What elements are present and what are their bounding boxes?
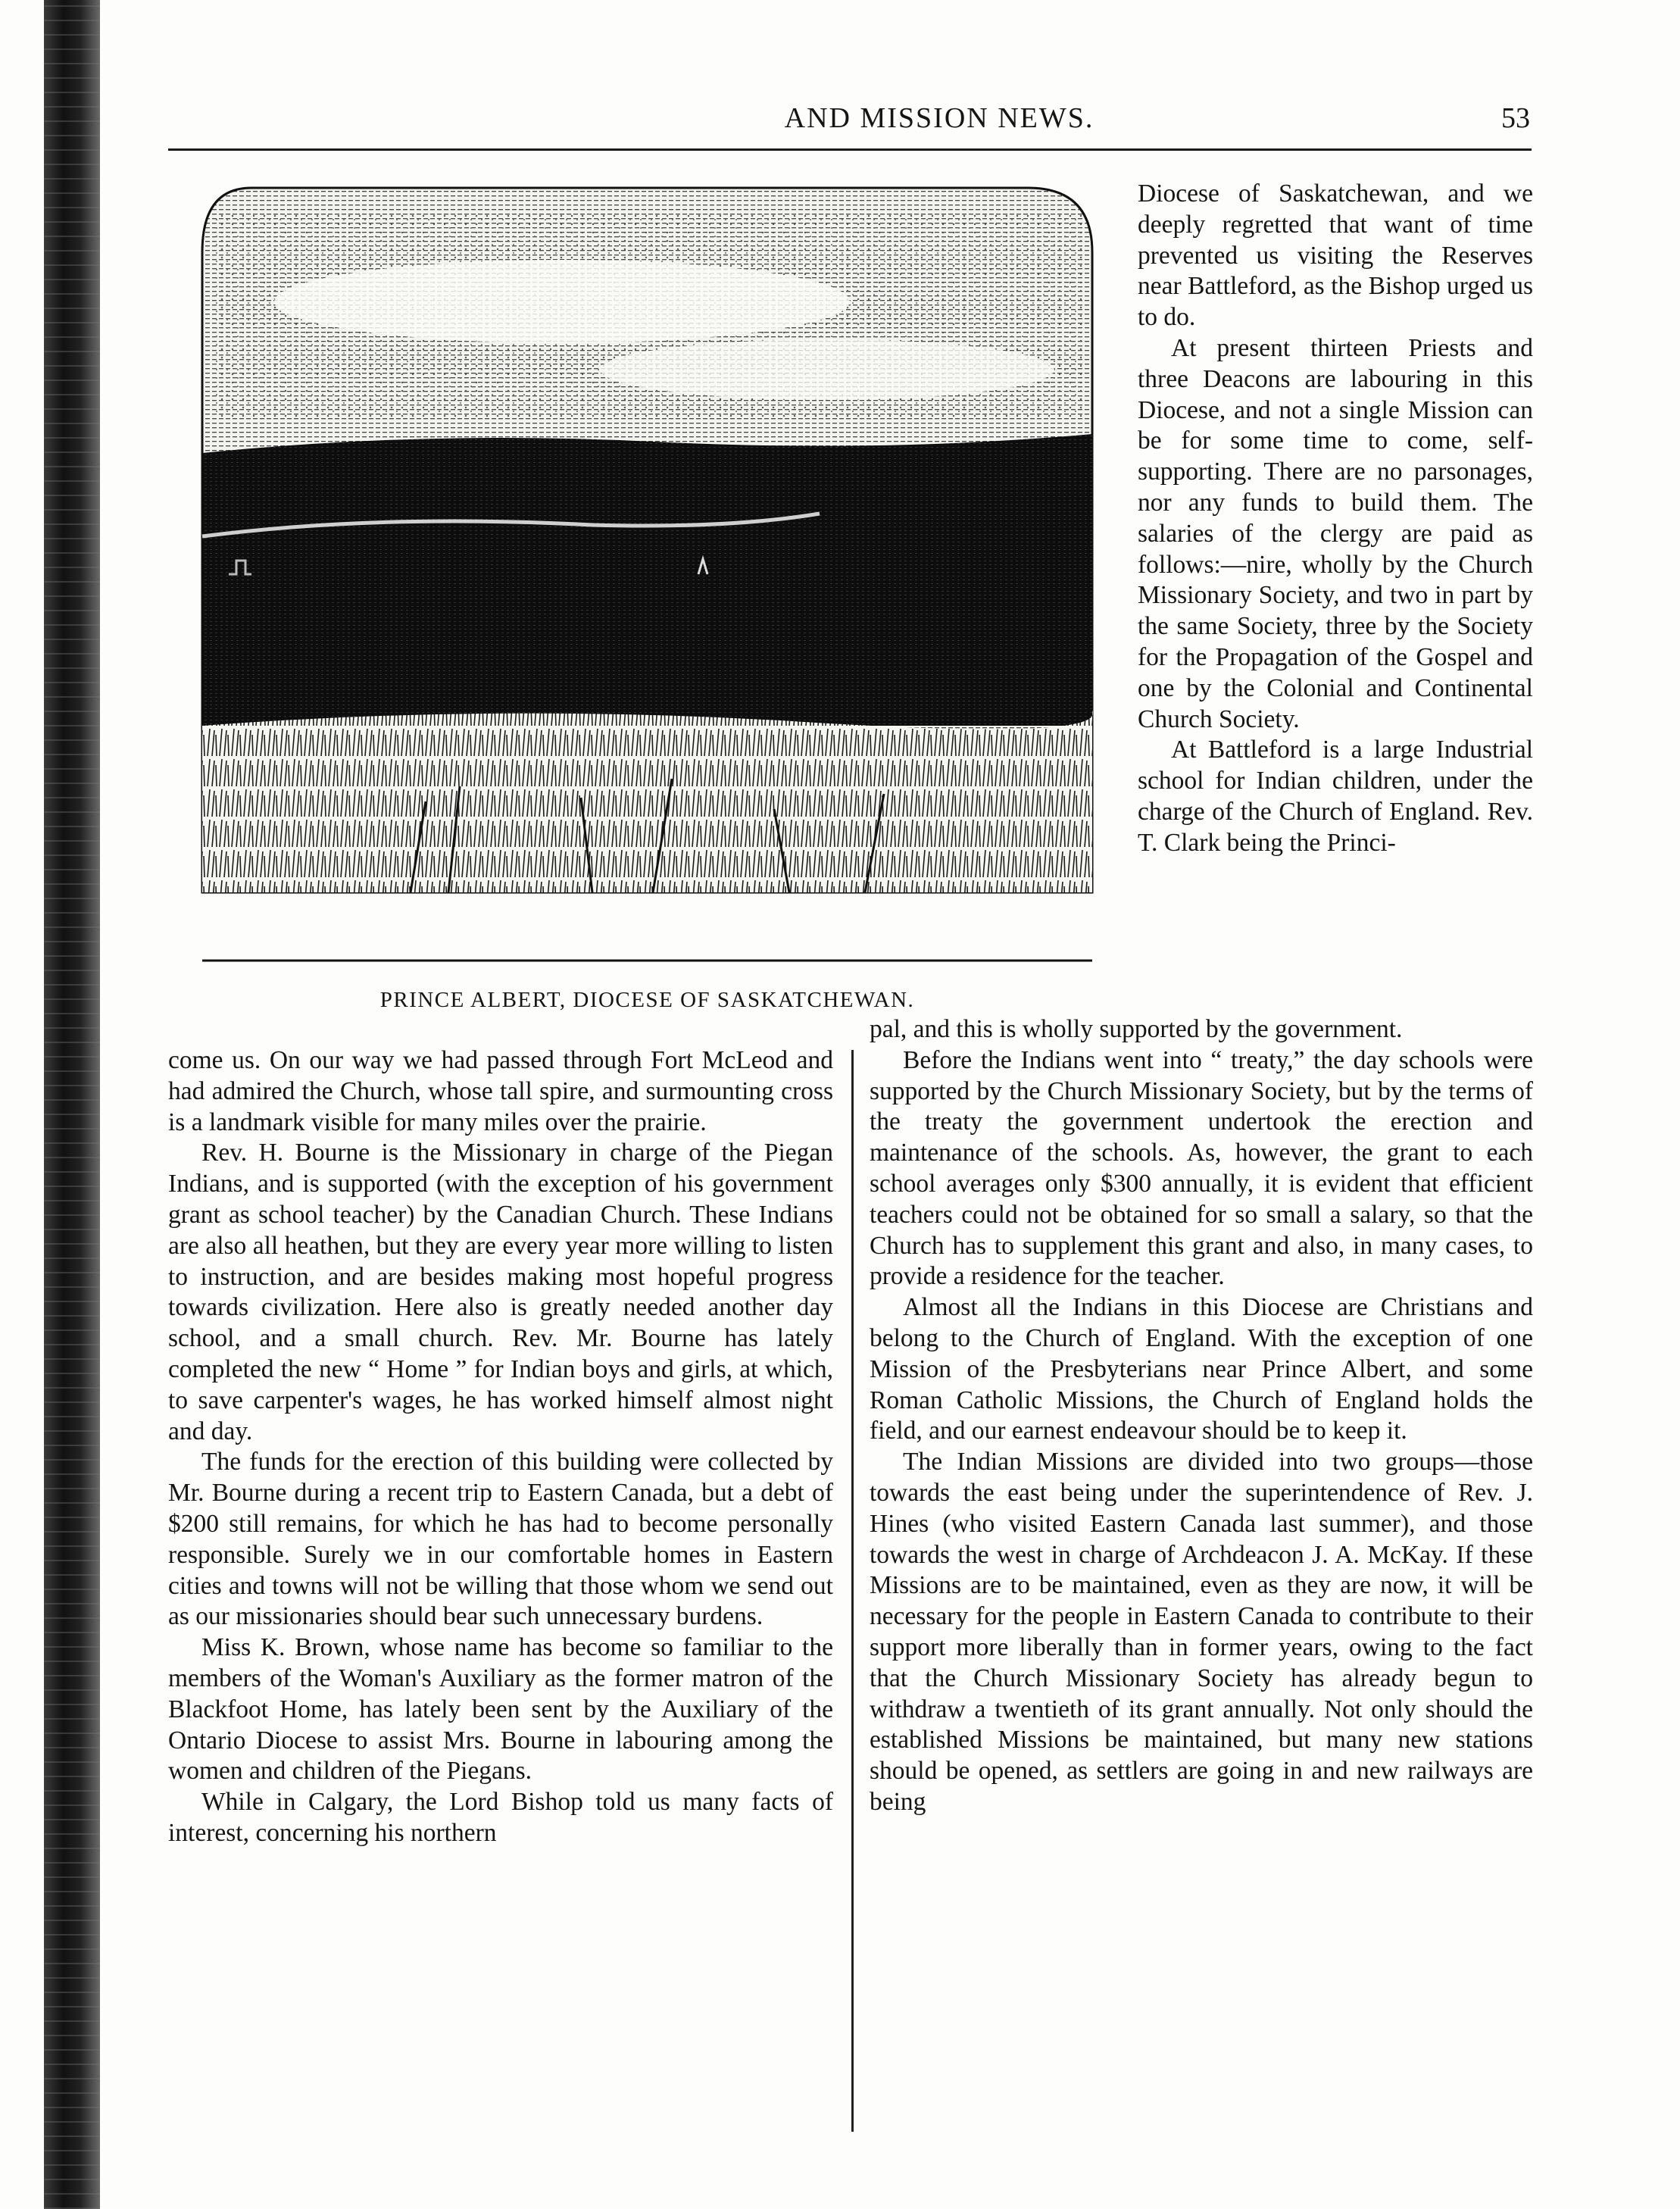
paragraph: While in Calgary, the Lord Bishop told us many facts of interest, concerning his northern (168, 1788, 833, 1847)
right-column-top (1138, 179, 1533, 859)
header-rule (168, 148, 1532, 151)
paragraph: At Battleford is a large Industrial school for Indian children, under the charge of the Church of England. Rev. T. Clark being the Princi- (1138, 736, 1533, 857)
paragraph: At present thirteen Priests and three Deacons are labouring in this Diocese, and not a single Mission can be for some time to come, self-supporting. There are no parsonages, nor any funds to build them. The salaries of the clergy are paid as follows:—nire, wholly by the Church Missionary Society, and two in part by the same Society, three by the Society for the Propagation of the Gospel and one by the Colonial and Continental Church Society. (1138, 333, 1533, 733)
illustration-caption: PRINCE ALBERT, DIOCESE OF SASKATCHEWAN. (379, 988, 915, 1012)
paragraph: pal, and this is wholly supported by the government. (870, 1015, 1403, 1043)
prince-albert-engraving (198, 180, 1096, 972)
paragraph: Before the Indians went into “ treaty,” the day schools were supported by the Church Missionary Society, but by the terms of the treaty the government undertook the erection and maintenance of the schools. As, however, the grant to each school averages only $300 annually, it is evident that efficient teachers could not be obtained for so small a salary, so that the Church has to supplement this grant and also, in many cases, to provide a residence for the teacher. (870, 1045, 1533, 1291)
paragraph: Almost all the Indians in this Diocese are Christians and belong to the Church of England. With the exception of one Mission of the Presbyterians near Prince Albert, and some Roman Catholic Missions, the Church of England holds the field, and our earnest endeavour should be to keep it. (870, 1293, 1533, 1445)
left-column (168, 1045, 833, 1849)
paragraph: The Indian Missions are divided into two groups—those towards the east being under the superintendence of Rev. J. Hines (who visited Eastern Canada last summer), and those towards the west in charge of Archdeacon J. A. McKay. If these Missions are to be maintained, even as they are now, it will be necessary for the people in Eastern Canada to contribute to their support more liberally than in former years, owing to the fact that the Church Missionary Society has already begun to withdraw a twentieth of its grant annually. Not only should the established Missions be maintained, but many new stations should be opened, as settlers are going in and new railways are being (870, 1448, 1533, 1816)
page-binding-edge (44, 0, 100, 2209)
running-head: AND MISSION NEWS. (784, 102, 1094, 134)
right-column (870, 1014, 1533, 1818)
paragraph: Diocese of Saskatchewan, and we deeply regretted that want of time prevented us visiting the Reserves near Battleford, as the Bishop urged us to do. (1138, 180, 1533, 332)
paragraph: Miss K. Brown, whose name has become so familiar to the members of the Woman's Auxiliary as the former matron of the Blackfoot Home, has lately been sent by the Auxiliary of the Ontario Diocese to assist Mrs. Bourne in labouring among the women and children of the Piegans. (168, 1633, 833, 1786)
paragraph: The funds for the erection of this building were collected by Mr. Bourne during a recent trip to Eastern Canada, but a debt of $200 still remains, for which he has had to become personally responsible. Surely we in our comfortable homes in Eastern cities and towns will not be willing that those whom we send out as our missionaries should bear such unnecessary burdens. (168, 1448, 833, 1631)
page-number: 53 (1501, 102, 1530, 134)
page-header (167, 100, 1530, 136)
paragraph: come us. On our way we had passed through Fort McLeod and had admired the Church, whose tall spire, and surmounting cross is a landmark visible for many miles over the prairie. (168, 1046, 833, 1136)
paragraph: Rev. H. Bourne is the Missionary in charge of the Piegan Indians, and is supported (with the exception of his government grant as school teacher) by the Canadian Church. These Indians are also all heathen, but they are every year more willing to listen to instruction, and are besides making most hopeful progress towards civilization. Here also is greatly needed another day school, and a small church. Rev. Mr. Bourne has lately completed the new “ Home ” for Indian boys and girls, at which, to save carpenter's wages, he has worked himself almost night and day. (168, 1139, 833, 1445)
column-divider (851, 1050, 854, 2132)
